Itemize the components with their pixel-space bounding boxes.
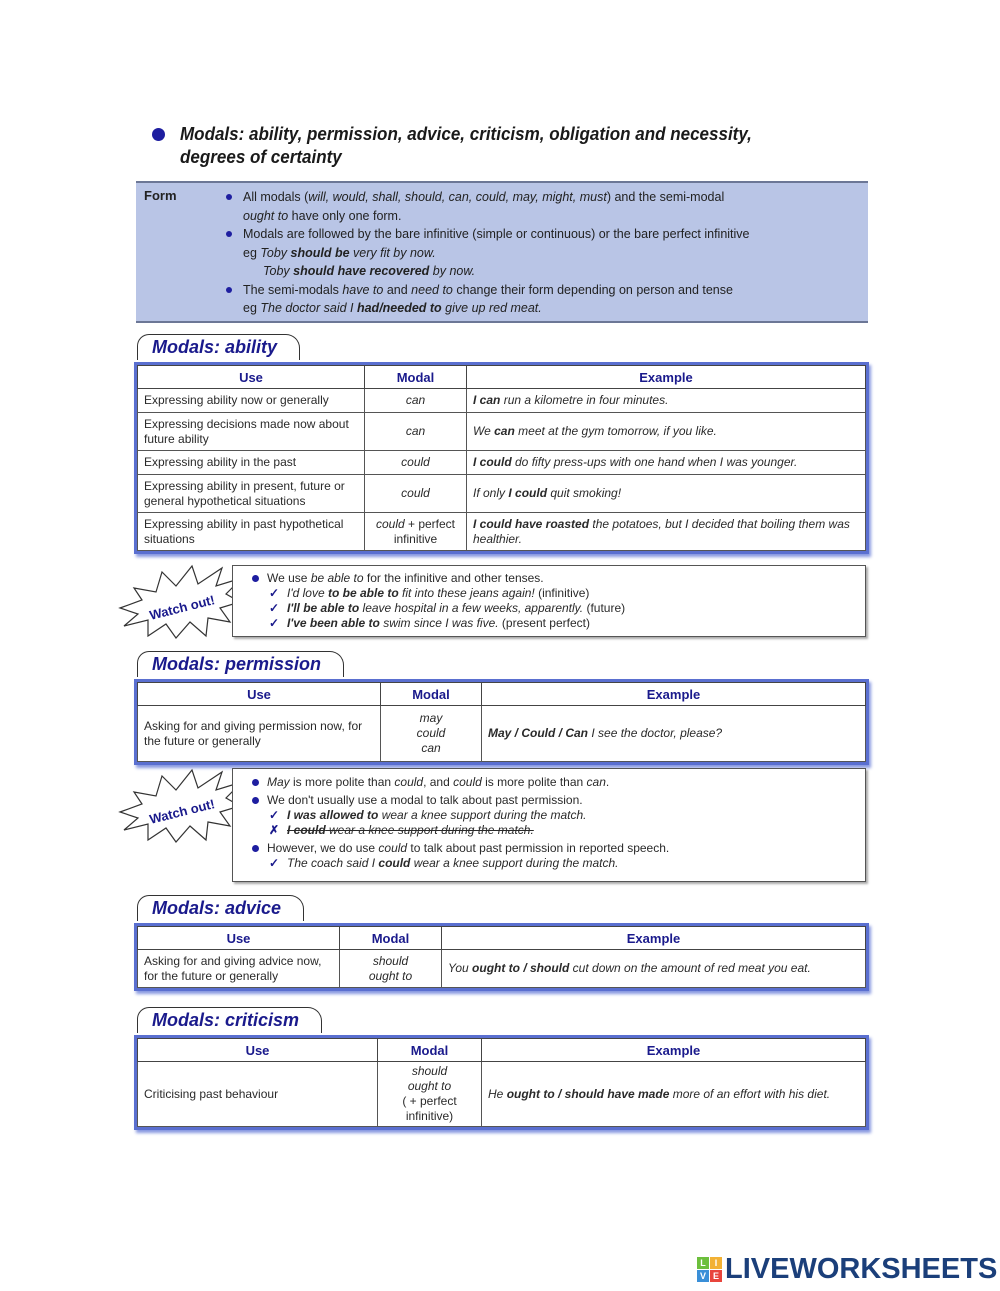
live-logo-icon: L I V E bbox=[697, 1257, 722, 1282]
cross-icon: ✗ bbox=[269, 823, 280, 837]
header-modal: Modal bbox=[365, 366, 467, 389]
heading-line-1: Modals: ability, permission, advice, criticism, obligation and necessity, bbox=[180, 123, 752, 144]
table-row: Asking for and giving advice now, for the future or generally should ought to You ought to / should cut down on the amount of red meat you eat. bbox=[138, 950, 866, 988]
ability-watch-out-box bbox=[232, 565, 866, 637]
permission-watch-out-box bbox=[232, 768, 866, 882]
heading-line-2: degrees of certainty bbox=[180, 146, 342, 167]
table-row: Asking for and giving permission now, for the future or generally may could can May / Could / Can I see the doctor, please? bbox=[138, 706, 866, 762]
header-use: Use bbox=[138, 366, 365, 389]
section-tab-advice: Modals: advice bbox=[137, 895, 304, 921]
watch-point: We don't usually use a modal to talk about past permission. bbox=[249, 793, 857, 808]
section-tab-ability: Modals: ability bbox=[137, 334, 300, 360]
main-heading bbox=[152, 122, 872, 168]
watch-out-starburst-icon bbox=[112, 766, 252, 846]
form-rule-3: The semi-modals have to and need to change their form depending on person and tense eg The doctor said I had/needed to give up red meat. bbox=[226, 281, 860, 318]
watch-point: We use be able to for the infinitive and other tenses. bbox=[249, 571, 857, 586]
table-row: Expressing ability now or generally can I can run a kilometre in four minutes. bbox=[138, 389, 866, 413]
brand-name: LIVEWORKSHEETS bbox=[725, 1252, 998, 1285]
table-header-row: Use Modal Example bbox=[138, 1039, 866, 1062]
table-row: Expressing ability in present, future or general hypothetical situations could If only I could quit smoking! bbox=[138, 475, 866, 513]
table-row: Expressing ability in past hypothetical situations could + perfect infinitive I could have roasted the potatoes, but I decided that boiling them was healthier. bbox=[138, 513, 866, 551]
watch-example: ✓ I'd love to be able to fit into these jeans again! (infinitive) bbox=[269, 586, 590, 600]
check-icon: ✓ bbox=[269, 808, 280, 822]
check-icon: ✓ bbox=[269, 856, 280, 870]
advice-table bbox=[137, 926, 866, 988]
table-row: Expressing ability in the past could I could do fifty press-ups with one hand when I was younger. bbox=[138, 451, 866, 475]
watch-example: ✓ I was allowed to wear a knee support during the match. bbox=[269, 808, 587, 822]
table-header-row: Use Modal Example bbox=[138, 927, 866, 950]
table-header-row: Use Modal Example bbox=[138, 683, 866, 706]
form-label: Form bbox=[144, 188, 177, 203]
watch-example-incorrect: ✗ I could wear a knee support during the match. bbox=[269, 823, 534, 837]
watch-out-starburst-icon bbox=[112, 562, 252, 642]
check-icon: ✓ bbox=[269, 586, 280, 600]
watch-point: However, we do use could to talk about past permission in reported speech. bbox=[249, 841, 857, 856]
watch-example: ✓ The coach said I could wear a knee support during the match. bbox=[269, 856, 619, 870]
form-rule-2: Modals are followed by the bare infinitive (simple or continuous) or the bare perfect infinitive eg Toby should be very fit by now. Toby should have recovered by now. bbox=[226, 225, 860, 281]
section-tab-criticism: Modals: criticism bbox=[137, 1007, 322, 1033]
watch-point: May is more polite than could, and could is more polite than can. bbox=[249, 775, 857, 790]
section-tab-permission: Modals: permission bbox=[137, 651, 344, 677]
ability-table bbox=[137, 365, 866, 551]
watch-example: ✓ I've been able to swim since I was five. (present perfect) bbox=[269, 616, 590, 630]
permission-table bbox=[137, 682, 866, 762]
criticism-table bbox=[137, 1038, 866, 1127]
table-header-row bbox=[138, 366, 866, 389]
table-row: Criticising past behaviour should ought to ( + perfect infinitive) He ought to / should have made more of an effort with his diet. bbox=[138, 1062, 866, 1127]
svg-text:Watch out!: Watch out! bbox=[147, 592, 217, 623]
header-example: Example bbox=[467, 366, 866, 389]
form-rule-1: All modals (will, would, shall, should, can, could, may, might, must) and the semi-modal ought to have only one form. bbox=[226, 188, 860, 225]
check-icon: ✓ bbox=[269, 616, 280, 630]
watch-example: ✓ I'll be able to leave hospital in a few weeks, apparently. (future) bbox=[269, 601, 626, 615]
table-row: Expressing decisions made now about future ability can We can meet at the gym tomorrow, if you like. bbox=[138, 413, 866, 451]
svg-text:Watch out!: Watch out! bbox=[147, 796, 217, 827]
form-rules-list bbox=[226, 188, 860, 318]
check-icon: ✓ bbox=[269, 601, 280, 615]
liveworksheets-logo[interactable] bbox=[697, 1252, 998, 1285]
heading-bullet-icon bbox=[152, 128, 165, 141]
form-box bbox=[136, 181, 868, 323]
